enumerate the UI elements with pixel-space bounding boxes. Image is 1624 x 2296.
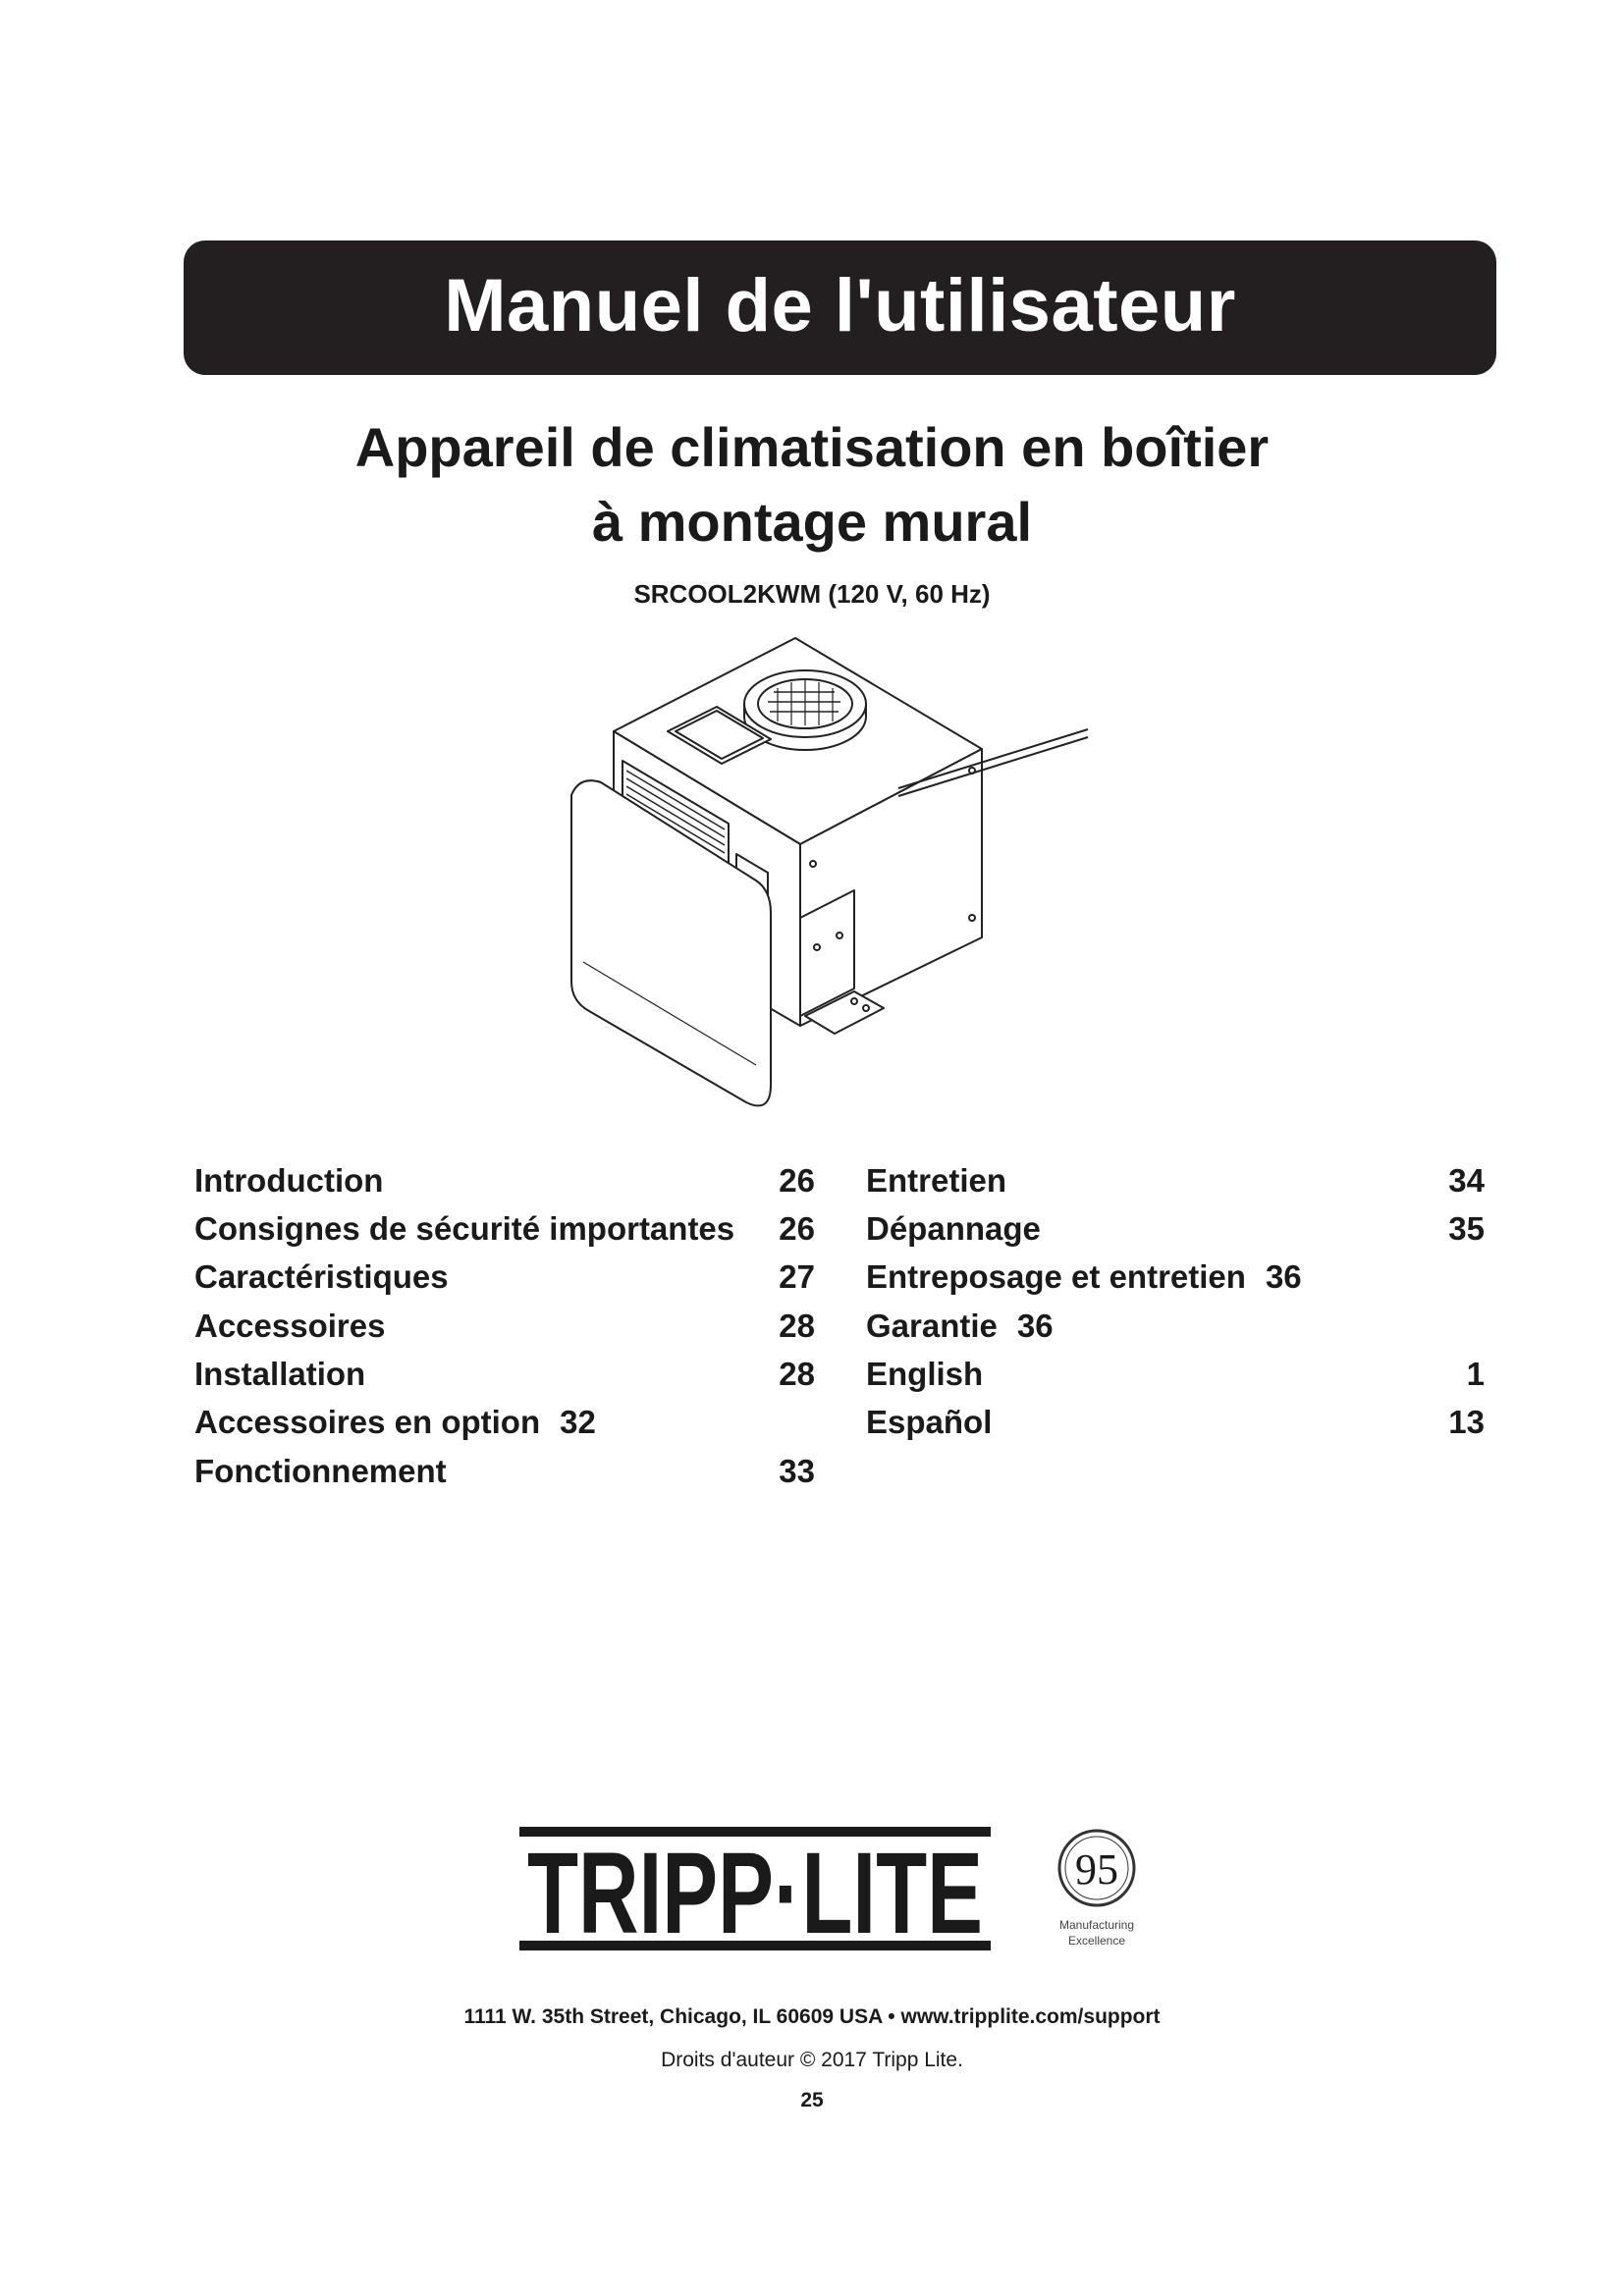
- toc-page: 26: [779, 1210, 815, 1247]
- toc-entry-operation[interactable]: [194, 1452, 815, 1491]
- toc-label: Fonctionnement: [194, 1453, 447, 1489]
- toc-label: Dépannage: [866, 1210, 1041, 1247]
- manual-title: Manuel de l'utilisateur: [444, 264, 1236, 347]
- toc-entry-warranty[interactable]: [866, 1307, 1485, 1346]
- toc-page: 33: [779, 1453, 815, 1489]
- page-number: 25: [800, 2089, 824, 2111]
- toc-page: 26: [779, 1162, 815, 1199]
- toc-label: Caractéristiques: [194, 1258, 449, 1295]
- toc-entry-espanol[interactable]: [866, 1403, 1485, 1442]
- product-title-line-2: à montage mural: [591, 491, 1033, 553]
- toc-label: Español: [866, 1404, 993, 1440]
- toc-entry-accessories[interactable]: [194, 1307, 815, 1346]
- toc-page: 1: [1466, 1356, 1485, 1392]
- toc-page: 32: [560, 1404, 596, 1440]
- toc-page: 28: [779, 1308, 815, 1344]
- toc-entry-english[interactable]: [866, 1355, 1485, 1394]
- toc-label: English: [866, 1356, 984, 1392]
- toc-page: 27: [779, 1258, 815, 1295]
- badge-line-2: Excellence: [1067, 1934, 1126, 1948]
- toc-label: Consignes de sécurité importantes: [194, 1210, 735, 1247]
- toc-label: Installation: [194, 1356, 366, 1392]
- toc-entry-introduction[interactable]: [194, 1161, 815, 1201]
- toc-entry-safety[interactable]: [194, 1209, 815, 1249]
- toc-entry-storage[interactable]: [866, 1257, 1485, 1297]
- badge-line-1: Manufacturing: [1058, 1918, 1135, 1932]
- air-conditioner-illustration: [560, 623, 1090, 1134]
- toc-page: 35: [1448, 1210, 1485, 1247]
- tripp-lite-logo: [515, 1821, 995, 1958]
- toc-entry-maintenance[interactable]: [866, 1161, 1485, 1201]
- toc-entry-optional-accessories[interactable]: [194, 1403, 815, 1442]
- toc-page: 36: [1016, 1308, 1054, 1344]
- footer-copyright: Droits d'auteur © 2017 Tripp Lite.: [661, 2049, 963, 2071]
- 95-years-badge: [1033, 1821, 1161, 1958]
- toc-label: Entretien: [866, 1162, 1007, 1199]
- badge-number: 95: [1075, 1845, 1118, 1894]
- toc-entry-installation[interactable]: [194, 1355, 815, 1394]
- toc-page: 28: [779, 1356, 815, 1392]
- product-title: [0, 410, 1624, 560]
- svg-text:TRIPP·LITE: TRIPP·LITE: [527, 1829, 983, 1958]
- product-title-line-1: Appareil de climatisation en boîtier: [354, 416, 1270, 478]
- toc-entry-features[interactable]: [194, 1257, 815, 1297]
- toc-label: Introduction: [194, 1162, 384, 1199]
- footer-address: 1111 W. 35th Street, Chicago, IL 60609 USA • www.tripplite.com/support: [463, 2005, 1161, 2028]
- toc-label: Entreposage et entretien 36: [866, 1258, 1302, 1295]
- toc-page: 34: [1448, 1162, 1485, 1199]
- toc-entry-troubleshooting[interactable]: [866, 1209, 1485, 1249]
- toc-label: Accessoires: [194, 1308, 386, 1344]
- title-banner: [184, 240, 1496, 375]
- toc-page: 13: [1448, 1404, 1485, 1440]
- toc-page: 36: [1265, 1258, 1302, 1295]
- toc-label: Accessoires en option 32: [194, 1404, 596, 1440]
- model-number: SRCOOL2KWM (120 V, 60 Hz): [633, 579, 991, 609]
- toc-label: Garantie 36: [866, 1308, 1054, 1344]
